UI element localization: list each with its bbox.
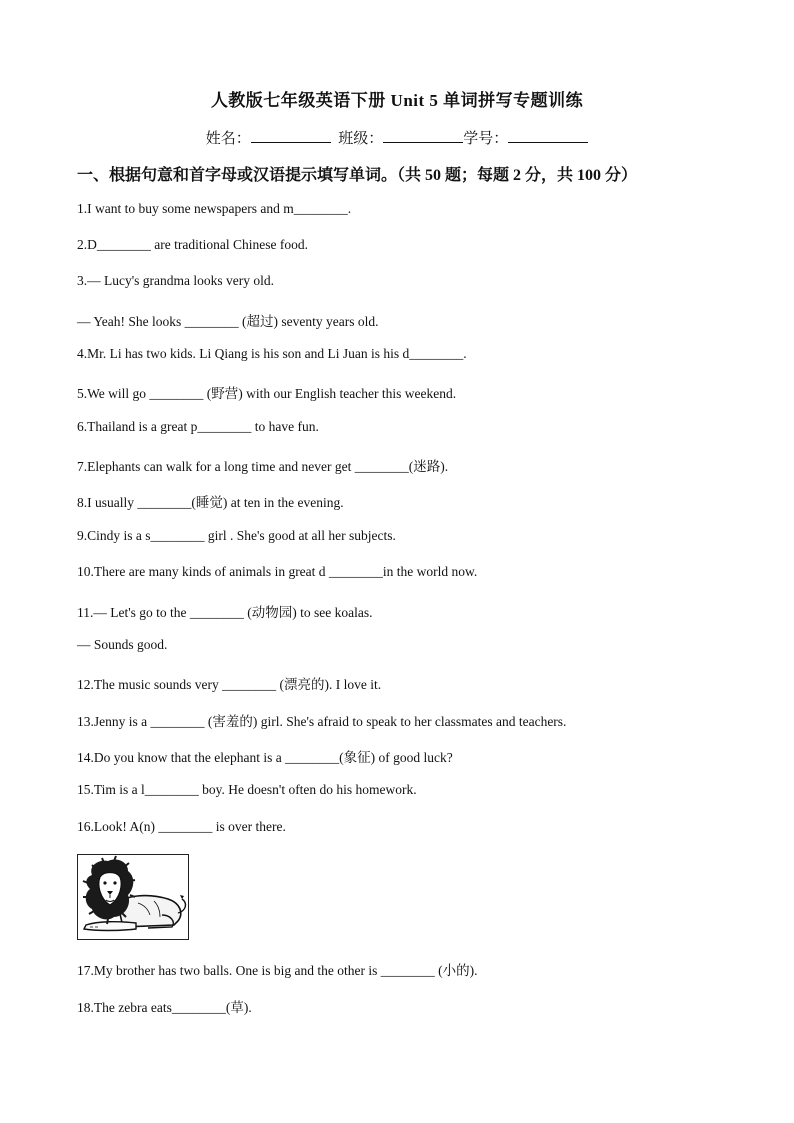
- question-line: 18.The zebra eats________(草).: [77, 1000, 252, 1015]
- question-line: 7.Elephants can walk for a long time and never get ________(迷路).: [77, 459, 449, 474]
- question-line: 9.Cindy is a s________ girl . She's good at all her subjects.: [77, 528, 396, 543]
- question-line: 10.There are many kinds of animals in great d ________in the world now.: [77, 564, 478, 579]
- question-line: 8.I usually ________(睡觉) at ten in the evening.: [77, 495, 344, 510]
- question-line: 3.— Lucy's grandma looks very old.: [77, 273, 275, 288]
- class-label: 班级：: [338, 131, 384, 147]
- question-line: 16.Look! A(n) ________ is over there.: [77, 819, 286, 834]
- question-line: — Yeah! She looks ________ (超过) seventy years old.: [77, 314, 379, 329]
- section-heading: 一、根据句意和首字母或汉语提示填写单词。（共 50 题；每题 2 分，共 100 分）: [77, 167, 638, 184]
- lion-picture: [77, 854, 189, 940]
- page-title: 人教版七年级英语下册 Unit 5 单词拼写专题训练: [210, 91, 584, 110]
- question-line: 12.The music sounds very ________ (漂亮的). I love it.: [77, 677, 382, 692]
- question-line: 14.Do you know that the elephant is a ________(象征) of good luck?: [77, 750, 453, 765]
- question-line: 5.We will go ________ (野营) with our English teacher this weekend.: [77, 386, 457, 401]
- question-line: 17.My brother has two balls. One is big and the other is ________ (小的).: [77, 963, 478, 978]
- question-line: 1.I want to buy some newspapers and m________.: [77, 201, 352, 216]
- name-blank[interactable]: [251, 126, 331, 143]
- question-line: 13.Jenny is a ________ (害羞的) girl. She's afraid to speak to her classmates and teachers.: [77, 714, 567, 729]
- question-line: 2.D________ are traditional Chinese food.: [77, 237, 308, 252]
- question-line: 4.Mr. Li has two kids. Li Qiang is his son and Li Juan is his d________.: [77, 346, 467, 361]
- name-label: 姓名：: [205, 131, 251, 147]
- question-line: — Sounds good.: [77, 637, 168, 652]
- number-blank[interactable]: [508, 126, 588, 143]
- number-label: 学号：: [463, 131, 509, 147]
- question-line: 11.— Let's go to the ________ (动物园) to see koalas.: [77, 605, 373, 620]
- lion-icon: [78, 855, 188, 939]
- question-line: 15.Tim is a l________ boy. He doesn't often do his homework.: [77, 782, 417, 797]
- student-info-line: [0, 126, 794, 148]
- question-line: 6.Thailand is a great p________ to have fun.: [77, 419, 319, 434]
- class-blank[interactable]: [383, 126, 463, 143]
